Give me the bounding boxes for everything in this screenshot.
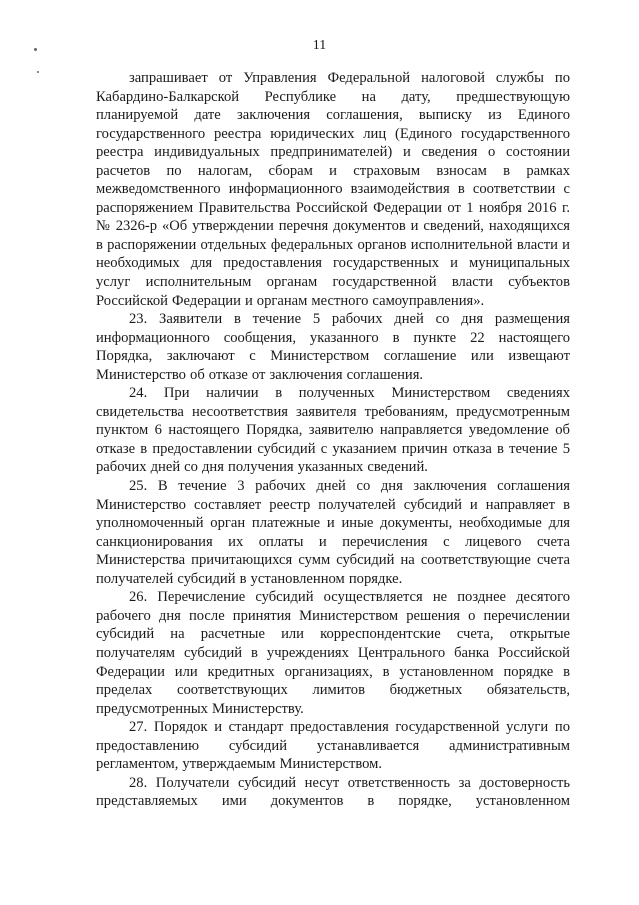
paragraph-continuation: запрашивает от Управления Федеральной налоговой службы по Кабардино-Балкарской Республике на дату, предшествующую планируемой дате заключения соглашения, выписку из Единого государственного реестра юридических лиц (Единого государственного реестра индивидуальных предпринимателей) и сведения о состоянии расчетов по налогам, сборам и страховым взносам в рамках межведомственного информационного взаимодействия в соответствии с распоряжением Правительства Российской Федерации от 1 ноября 2016 г. № 2326-р «Об утверждении перечня документов и сведений, находящихся в распоряжении отдельных федеральных органов исполнительной власти и необходимых для предоставления государственных и муниципальных услуг исполнительным органам государственной власти субъектов Российской Федерации и органам местного самоуправления». xyxy=(96,70,570,309)
paragraph-25: 25. В течение 3 рабочих дней со дня заключения соглашения Министерство составляет реестр получателей субсидий и направляет в уполномоченный орган платежные и иные документы, необходимые для санкционирования их оплаты и перечисления с лицевого счета Министерства причитающихся сумм субсидий на соответствующие счета получателей субсидий в установленном порядке. xyxy=(96,478,570,587)
paragraph-23: 23. Заявители в течение 5 рабочих дней со дня размещения информационного сообщения, указанного в пункте 22 настоящего Порядка, заключают с Министерством соглашение или извещают Министерство об отказе от заключения соглашения. xyxy=(96,311,570,383)
scan-speck xyxy=(37,71,39,73)
paragraph-27: 27. Порядок и стандарт предоставления государственной услуги по предоставлению субсидий устанавливается административным регламентом, утверждаемым Министерством. xyxy=(96,719,570,773)
scan-speck xyxy=(34,48,37,51)
paragraph-26: 26. Перечисление субсидий осуществляется не позднее десятого рабочего дня после принятия Министерством решения о перечислении субсидий на расчетные или корреспондентские счета, открытые получателям субсидий в учреждениях Центрального банка Российской Федерации или кредитных организациях, в установленном порядке в пределах соответствующих лимитов бюджетных обязательств, предусмотренных Министерству. xyxy=(96,589,570,717)
paragraph-28: 28. Получатели субсидий несут ответственность за достоверность представляемых ими документов в порядке, установленном xyxy=(96,774,570,810)
document-body xyxy=(96,69,570,811)
paragraph-24: 24. При наличии в полученных Министерством сведениях свидетельства несоответствия заявителя требованиям, предусмотренным пунктом 6 настоящего Порядка, заявителю направляется уведомление об отказе в предоставлении субсидий с указанием причин отказа в течение 5 рабочих дней со дня получения указанных сведений. xyxy=(96,385,570,476)
page-number: 11 xyxy=(312,38,327,53)
